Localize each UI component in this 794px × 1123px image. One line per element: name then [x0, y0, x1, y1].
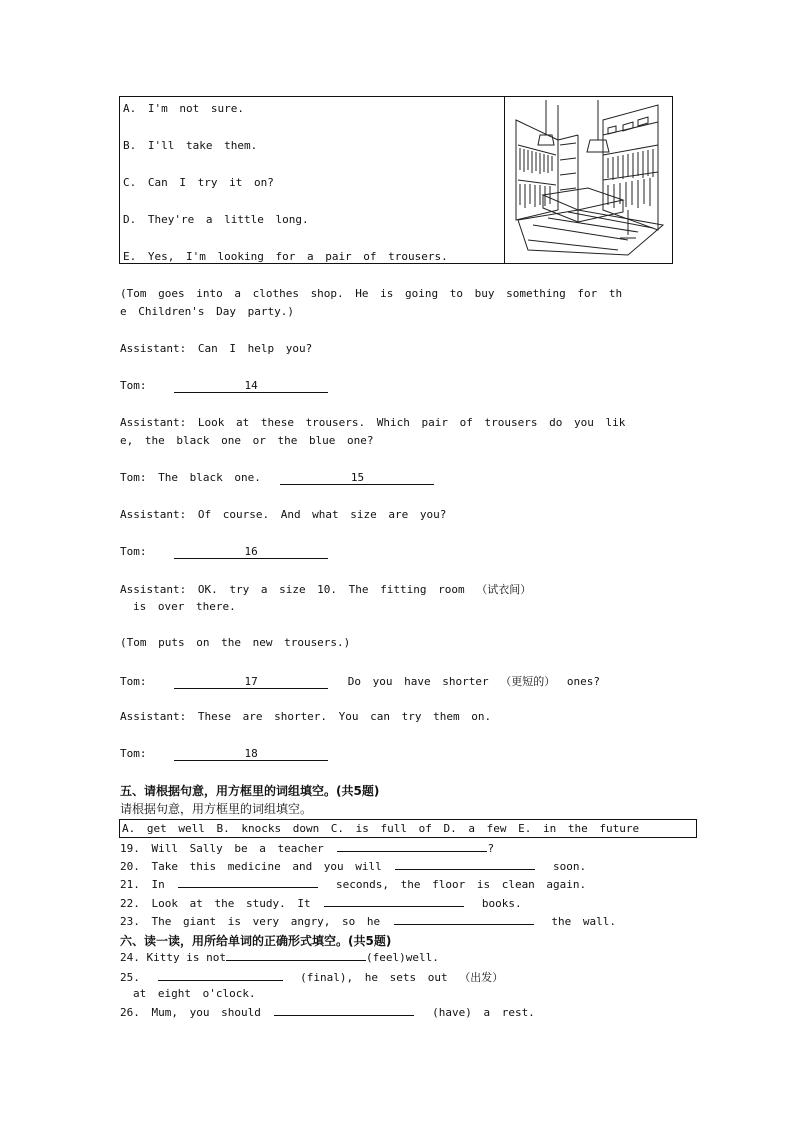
- dialogue-line-tom-17: Tom: 17 Do you have shorter （更短的） ones?: [120, 675, 600, 688]
- dialogue-line-assistant-3: Assistant: Of course. And what size are you?: [120, 508, 447, 521]
- clothes-shop-illustration: [508, 100, 670, 260]
- section-5-instruction: 请根据句意，用方框里的词组填空。: [120, 802, 313, 816]
- section-6-heading: 六、读一读，用所给单词的正确形式填空。(共5题): [120, 934, 392, 948]
- dialogue-line-assistant-2b: e, the black one or the blue one?: [120, 434, 374, 447]
- answer-blank-22[interactable]: [324, 906, 464, 907]
- option-c: C. Can I try it on?: [123, 176, 274, 189]
- question-24: 24. Kitty is not (feel)well.: [120, 951, 439, 964]
- option-d: D. They're a little long.: [123, 213, 309, 226]
- dialogue-line-tom-16: Tom: 16: [120, 545, 328, 559]
- dialogue-line-tom-15: Tom: The black one. 15: [120, 471, 434, 485]
- option-a: A. I'm not sure.: [123, 102, 244, 115]
- word-bank-text: A. get well B. knocks down C. is full of D. a few E. in the future: [122, 822, 640, 835]
- question-19: 19. Will Sally be a teacher ?: [120, 842, 495, 855]
- question-25: 25. (final), he sets out （出发）: [120, 971, 504, 984]
- option-e: E. Yes, I'm looking for a pair of trousers.: [123, 250, 448, 263]
- answer-blank-17[interactable]: 17: [174, 676, 328, 689]
- dialogue-line-tom-18: Tom: 18: [120, 747, 328, 761]
- answer-blank-15[interactable]: 15: [280, 472, 434, 485]
- question-25-continued: at eight o'clock.: [133, 987, 256, 1000]
- answer-blank-21[interactable]: [178, 887, 318, 888]
- dialogue-line-tom-14: Tom: 14: [120, 379, 328, 393]
- answer-blank-14[interactable]: 14: [174, 380, 328, 393]
- table-divider: [504, 97, 505, 263]
- question-26: 26. Mum, you should (have) a rest.: [120, 1006, 535, 1019]
- answer-blank-18[interactable]: 18: [174, 748, 328, 761]
- dialogue-line-assistant-4a: Assistant: OK. try a size 10. The fitting room （试衣间）: [120, 583, 532, 596]
- answer-blank-20[interactable]: [395, 869, 535, 870]
- dialogue-line-assistant-1: Assistant: Can I help you?: [120, 342, 313, 355]
- option-b: B. I'll take them.: [123, 139, 258, 152]
- dialogue-intro-line1: (Tom goes into a clothes shop. He is going to buy something for th: [120, 287, 623, 300]
- dialogue-line-assistant-4b: is over there.: [133, 600, 236, 613]
- word-bank-box: [119, 819, 697, 838]
- question-23: 23. The giant is very angry, so he the wall.: [120, 915, 617, 928]
- answer-blank-24[interactable]: [226, 960, 366, 961]
- answer-blank-26[interactable]: [274, 1015, 414, 1016]
- options-table: [119, 96, 673, 264]
- dialogue-stage-direction: (Tom puts on the new trousers.): [120, 636, 351, 649]
- question-20: 20. Take this medicine and you will soon.: [120, 860, 587, 873]
- dialogue-line-assistant-5: Assistant: These are shorter. You can try them on.: [120, 710, 492, 723]
- dialogue-intro-line2: e Children's Day party.): [120, 305, 294, 318]
- answer-blank-25[interactable]: [158, 980, 283, 981]
- answer-blank-23[interactable]: [394, 924, 534, 925]
- answer-blank-16[interactable]: 16: [174, 546, 328, 559]
- dialogue-line-assistant-2a: Assistant: Look at these trousers. Which pair of trousers do you lik: [120, 416, 626, 429]
- section-5-heading: 五、请根据句意，用方框里的词组填空。(共5题): [120, 784, 380, 798]
- answer-blank-19[interactable]: [337, 851, 487, 852]
- question-22: 22. Look at the study. It books.: [120, 897, 522, 910]
- question-21: 21. In seconds, the floor is clean again.: [120, 878, 587, 891]
